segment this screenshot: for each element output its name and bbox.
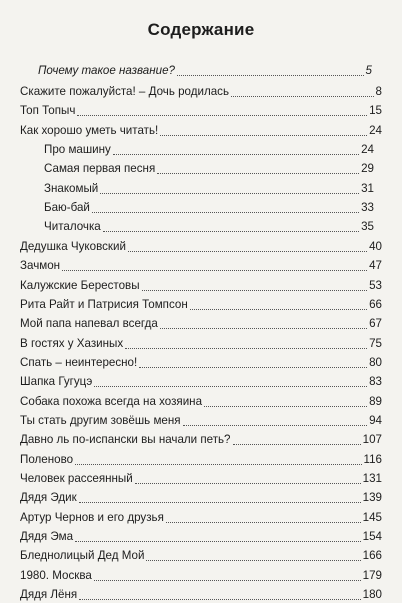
toc-entry (20, 470, 382, 487)
toc-entry-page: 89 (369, 394, 382, 408)
toc-entry-label: Шапка Гугуцэ (20, 375, 93, 389)
toc-entry-label: Скажите пожалуйста! – Дочь родилась (20, 85, 230, 98)
toc-entry-page: 166 (362, 549, 382, 563)
toc-entry-label: Топ Топыч (20, 104, 76, 118)
toc-entry (20, 102, 382, 119)
toc-entry-label: Спать – неинтересно! (20, 355, 138, 369)
toc-entry-page: 139 (362, 491, 382, 505)
dot-leader (160, 134, 367, 136)
toc-entry-page: 180 (362, 588, 382, 602)
toc-entry-page: 35 (361, 220, 374, 234)
toc-entry-page: 131 (362, 472, 382, 485)
dot-leader (94, 385, 367, 387)
toc-entry-label: Собака похожа всегда на хозяина (20, 394, 203, 408)
toc-entry-page: 40 (369, 239, 382, 253)
dot-leader (166, 521, 361, 523)
dot-leader (125, 347, 367, 349)
dot-leader (146, 559, 360, 561)
toc-entry-label: Дедушка Чуковский (20, 239, 126, 253)
toc-entry (20, 354, 382, 371)
toc-entry-label: Человек рассеянный (20, 472, 133, 485)
toc-entry-page: 24 (369, 123, 382, 137)
toc-entry-page: 8 (375, 85, 382, 98)
dot-leader (190, 308, 367, 310)
dot-leader (157, 172, 359, 174)
toc-entry-page: 31 (361, 181, 374, 195)
toc-entry-label: Рита Райт и Патрисия Томпсон (20, 297, 188, 311)
toc-entry-label: Дядя Эма (20, 530, 74, 544)
toc-entry (20, 296, 382, 313)
toc-entry-page: 53 (369, 278, 382, 292)
toc-entry-label: 1980. Москва (20, 568, 92, 582)
toc-entry-page: 5 (365, 64, 372, 77)
toc-entry (20, 393, 382, 410)
toc-entry-page: 116 (363, 452, 382, 466)
dot-leader (103, 230, 359, 232)
toc-entry-page: 179 (362, 568, 382, 582)
toc-entry-page: 154 (362, 530, 382, 544)
dot-leader (160, 327, 367, 329)
toc-entry-label: Зачмон (20, 259, 61, 273)
page-title: Содержание (147, 20, 255, 39)
toc-entry (20, 509, 382, 526)
dot-leader (142, 289, 368, 291)
toc-entry-label: В гостях у Хазиных (20, 336, 124, 350)
dot-leader (135, 482, 361, 484)
toc-intro-entry (38, 62, 372, 79)
toc-entry-label: Калужские Берестовы (20, 278, 140, 292)
toc-entry-page: 47 (369, 259, 382, 273)
toc-entry-label: Читалочка (44, 220, 101, 234)
dot-leader (94, 579, 361, 581)
toc-entry (20, 431, 382, 448)
toc-entry (20, 412, 382, 429)
toc-entry-page: 80 (369, 355, 382, 369)
dot-leader (75, 463, 361, 465)
dot-leader (233, 443, 361, 445)
toc-entry-page: 94 (369, 413, 382, 427)
toc-entry (20, 373, 382, 390)
toc-entry (20, 547, 382, 564)
toc-entry-label: Про машину (44, 143, 111, 157)
toc-entry-label: Знакомый (44, 181, 99, 195)
dot-leader (79, 501, 361, 503)
toc-entry-label: Бледнолицый Дед Мой (20, 549, 145, 563)
toc-entry-page: 75 (369, 336, 382, 350)
toc-entry-page: 107 (362, 433, 382, 447)
toc-entry-label: Почему такое название? (38, 64, 175, 77)
toc-entry-page: 67 (369, 317, 382, 331)
toc-entry-page: 145 (362, 510, 382, 524)
toc-entry-label: Самая первая песня (44, 162, 156, 176)
toc-entry-label: Как хорошо уметь читать! (20, 123, 159, 137)
toc-entry (20, 451, 382, 468)
toc-entry (20, 335, 382, 352)
toc-entry (20, 122, 382, 139)
dot-leader (177, 74, 364, 76)
toc-entry-page: 83 (369, 375, 382, 389)
toc-entry (20, 528, 382, 545)
toc-entry-label: Мой папа напевал всегда (20, 317, 158, 331)
toc-entry-label: Баю-бай (44, 201, 90, 215)
toc-entry (20, 257, 382, 274)
dot-leader (139, 366, 367, 368)
toc-entry-label: Поленово (20, 452, 74, 466)
toc-entry-page: 33 (361, 201, 374, 215)
toc-entry (44, 199, 374, 216)
toc-entry-page: 15 (369, 104, 382, 118)
dot-leader (79, 598, 361, 600)
dot-leader (75, 540, 361, 542)
dot-leader (100, 192, 359, 194)
toc-entry-label: Ты стать другим зовёшь меня (20, 413, 181, 427)
toc-entry (44, 141, 374, 158)
toc-entry-page: 29 (361, 162, 374, 176)
toc-entry-page: 24 (361, 143, 374, 157)
toc-entry-page: 66 (369, 297, 382, 311)
dot-leader (62, 269, 367, 271)
dot-leader (92, 211, 359, 213)
toc-entry (44, 180, 374, 197)
toc-entry (44, 218, 374, 235)
toc-entry (20, 567, 382, 584)
dot-leader (113, 153, 359, 155)
dot-leader (204, 405, 367, 407)
dot-leader (231, 95, 374, 97)
dot-leader (77, 114, 367, 116)
toc-entry (20, 586, 382, 603)
toc-entry-label: Дядя Лёня (20, 588, 78, 602)
toc-entry-label: Дядя Эдик (20, 491, 77, 505)
toc-entry (20, 238, 382, 255)
toc-entry (20, 489, 382, 506)
toc-entry (20, 315, 382, 332)
toc-entry-label: Артур Чернов и его друзья (20, 510, 164, 524)
dot-leader (183, 424, 368, 426)
toc-entry (20, 277, 382, 294)
toc-entry (44, 160, 374, 177)
toc-entry (20, 83, 382, 100)
toc-entry-label: Давно ль по-испански вы начали петь? (20, 433, 231, 447)
dot-leader (128, 250, 367, 252)
